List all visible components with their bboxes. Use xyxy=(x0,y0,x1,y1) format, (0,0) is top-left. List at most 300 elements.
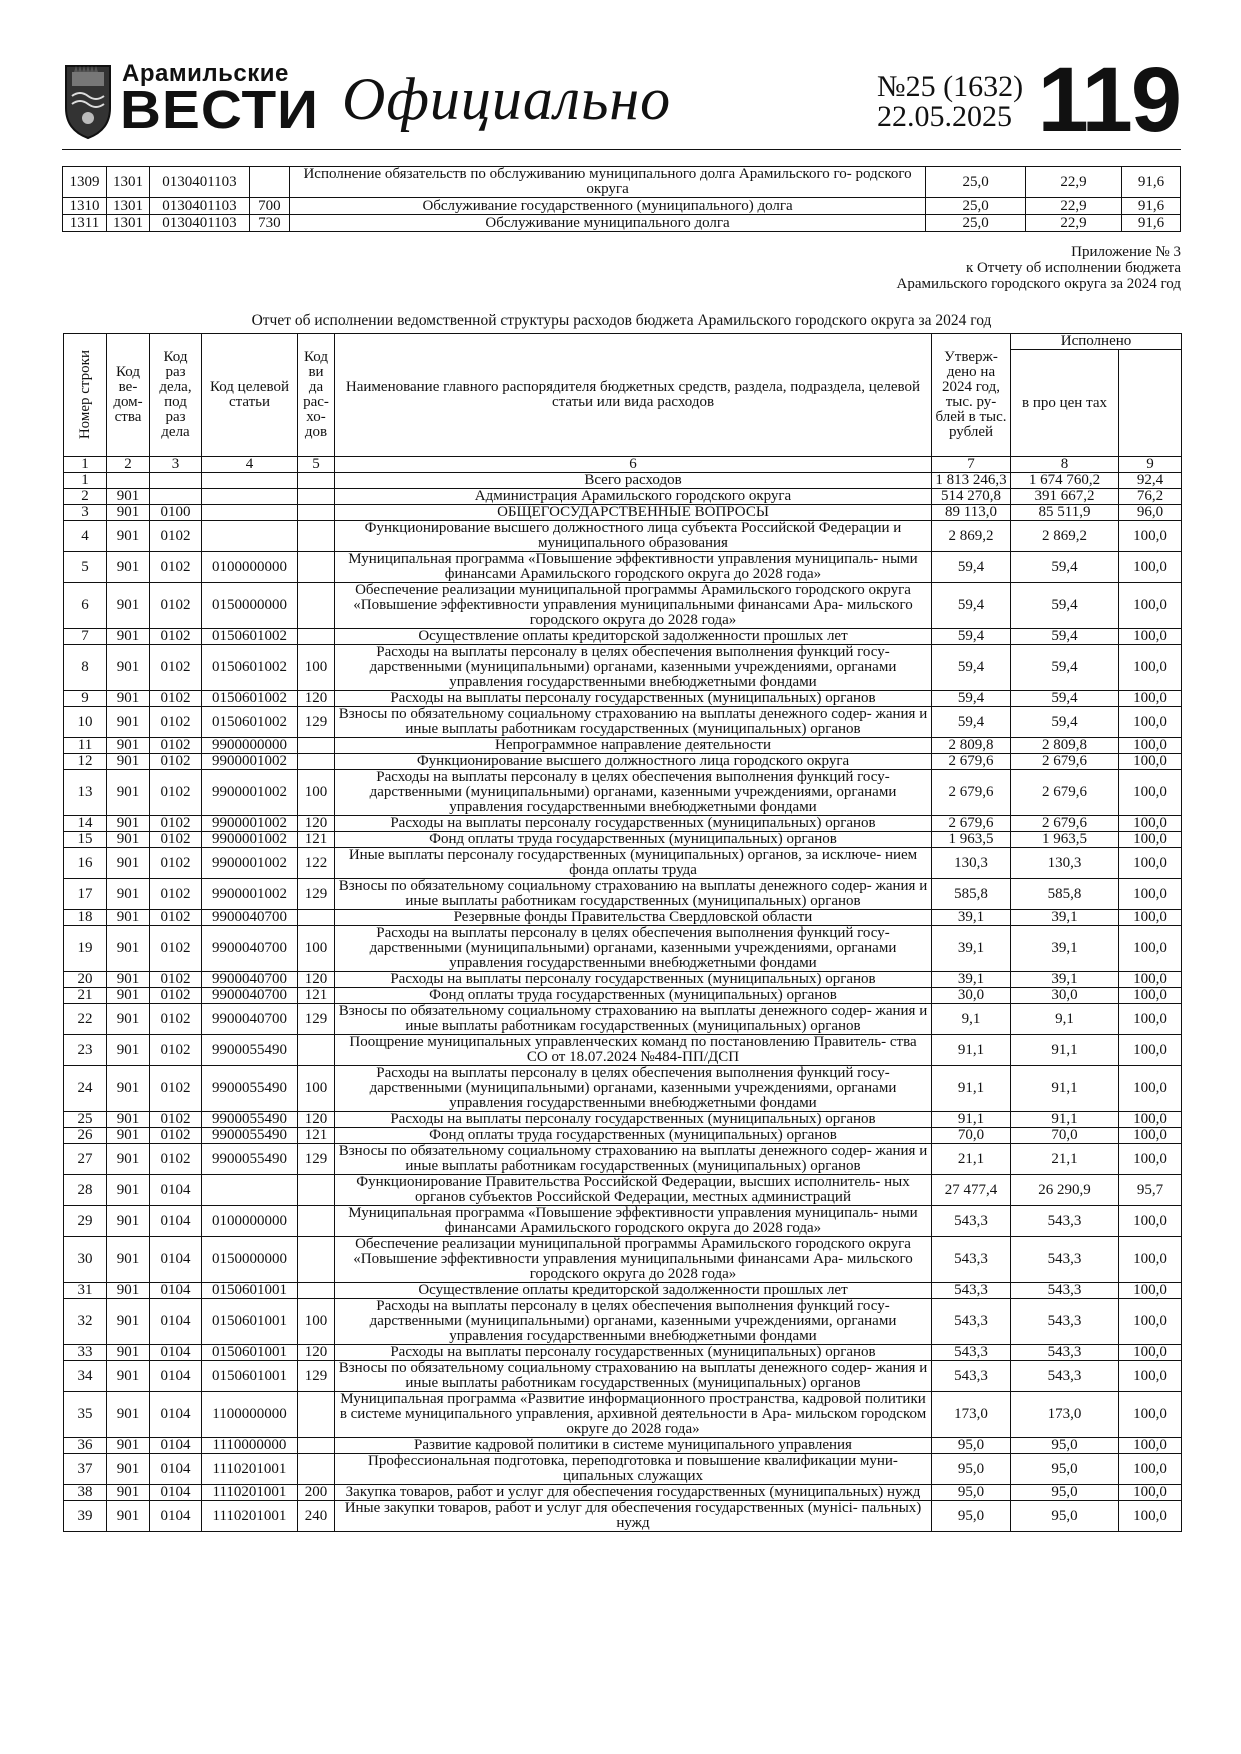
table-cell: 4 xyxy=(64,521,107,552)
table-cell: Обеспечение реализации муниципальной программы Арамильского городского округа «Повышение эффективности управления муниципальными финансами Ара- мильского городского округа до 2028 года» xyxy=(335,583,932,629)
table-cell xyxy=(298,489,335,505)
table-cell: 25,0 xyxy=(926,215,1026,232)
logo-top-text: Арамильские xyxy=(122,60,289,87)
table-cell: 0104 xyxy=(150,1345,202,1361)
table-row xyxy=(64,910,1182,926)
table-cell: 0104 xyxy=(150,1237,202,1283)
table-cell xyxy=(298,1438,335,1454)
table-row xyxy=(64,972,1182,988)
table-cell: 173,0 xyxy=(932,1392,1011,1438)
table-cell: 100,0 xyxy=(1119,816,1182,832)
table-cell: 25,0 xyxy=(926,198,1026,215)
table-cell: 2 809,8 xyxy=(1011,738,1119,754)
table-cell: 22,9 xyxy=(1026,198,1122,215)
table-cell: Функционирование высшего должностного лица городского округа xyxy=(335,754,932,770)
table-cell: 0130401103 xyxy=(149,215,249,232)
table-cell: 0102 xyxy=(150,879,202,910)
table-cell: 0104 xyxy=(150,1206,202,1237)
table-cell: 100,0 xyxy=(1119,1206,1182,1237)
table-cell: 0102 xyxy=(150,1128,202,1144)
table-cell: 543,3 xyxy=(1011,1299,1119,1345)
table-cell: 91,1 xyxy=(932,1112,1011,1128)
table-cell: 100 xyxy=(298,645,335,691)
table-cell: 0102 xyxy=(150,770,202,816)
table-cell: 173,0 xyxy=(1011,1392,1119,1438)
table-row xyxy=(64,505,1182,521)
table-cell: 1 813 246,3 xyxy=(932,473,1011,489)
table-cell: 901 xyxy=(107,754,150,770)
column-number: 8 xyxy=(1011,457,1119,473)
table-cell: 100,0 xyxy=(1119,1237,1182,1283)
table-cell: 0150000000 xyxy=(202,1237,298,1283)
table-row xyxy=(64,738,1182,754)
table-cell: 25,0 xyxy=(926,167,1026,198)
table-cell xyxy=(202,473,298,489)
header-percent: в про цен тах xyxy=(1011,350,1119,457)
table-cell: Фонд оплаты труда государственных (муниципальных) органов xyxy=(335,832,932,848)
table-cell: Фонд оплаты труда государственных (муниципальных) органов xyxy=(335,1128,932,1144)
table-cell xyxy=(298,1237,335,1283)
table-cell xyxy=(298,473,335,489)
table-cell: 59,4 xyxy=(932,645,1011,691)
table-cell: 514 270,8 xyxy=(932,489,1011,505)
table-row xyxy=(64,770,1182,816)
table-cell: 543,3 xyxy=(1011,1361,1119,1392)
table-cell: 9900055490 xyxy=(202,1035,298,1066)
table-cell: 1309 xyxy=(63,167,107,198)
table-cell: 0150601001 xyxy=(202,1299,298,1345)
table-cell: 91,6 xyxy=(1121,198,1180,215)
table-cell: Взносы по обязательному социальному страхованию на выплаты денежного содер- жания и иные выплаты работникам государственных (муниципальных) органов xyxy=(335,1144,932,1175)
table-cell: 585,8 xyxy=(1011,879,1119,910)
table-cell: 100,0 xyxy=(1119,1345,1182,1361)
table-cell: 100 xyxy=(298,1066,335,1112)
table-cell: 901 xyxy=(107,1004,150,1035)
table-cell: 0102 xyxy=(150,629,202,645)
table-cell: 122 xyxy=(298,848,335,879)
table-cell: 120 xyxy=(298,1112,335,1128)
table-cell: 100 xyxy=(298,1299,335,1345)
table-cell: 100,0 xyxy=(1119,1438,1182,1454)
table-cell: 100,0 xyxy=(1119,552,1182,583)
table-cell: 0150601002 xyxy=(202,645,298,691)
table-cell xyxy=(298,1454,335,1485)
table-cell: 28 xyxy=(64,1175,107,1206)
table-row xyxy=(64,1112,1182,1128)
table-row xyxy=(64,1237,1182,1283)
table-cell: Поощрение муниципальных управленческих команд по постановлению Правитель- ства СО от 18.07.2024 №484-ПП/ДСП xyxy=(335,1035,932,1066)
table-cell: 9900040700 xyxy=(202,972,298,988)
table-cell: 0102 xyxy=(150,1066,202,1112)
table-cell: 100,0 xyxy=(1119,1485,1182,1501)
table-cell: 0102 xyxy=(150,521,202,552)
table-cell: 39,1 xyxy=(932,926,1011,972)
table-cell: Иные выплаты персоналу государственных (муниципальных) органов, за исключе- нием фонда оплаты труда xyxy=(335,848,932,879)
table-cell: 59,4 xyxy=(932,629,1011,645)
table-cell: Муниципальная программа «Повышение эффективности управления муниципаль- ными финансами Арамильского городского округа до 2028 года» xyxy=(335,1206,932,1237)
table-cell: Муниципальная программа «Развитие информационного пространства, кадровой политики в системе муниципального управления, архивной деятельности в Ара- мильском городском округе до 2028 года» xyxy=(335,1392,932,1438)
header-row xyxy=(64,334,1182,350)
table-cell: Расходы на выплаты персоналу в целях обеспечения выполнения функций госу- дарственными (муниципальными) органами, казенными учреждениями, органами управления государственными внебюджетными фондами xyxy=(335,645,932,691)
table-cell: 9900055490 xyxy=(202,1066,298,1112)
table-cell xyxy=(249,167,289,198)
table-cell: 901 xyxy=(107,629,150,645)
table-cell: 59,4 xyxy=(1011,552,1119,583)
table-cell: 30,0 xyxy=(932,988,1011,1004)
table-cell: 9900055490 xyxy=(202,1112,298,1128)
table-row xyxy=(64,1345,1182,1361)
table-row xyxy=(63,198,1181,215)
table-cell: 1 674 760,2 xyxy=(1011,473,1119,489)
table-cell: Расходы на выплаты персоналу государственных (муниципальных) органов xyxy=(335,1345,932,1361)
table-cell: 0102 xyxy=(150,848,202,879)
table-cell xyxy=(202,1175,298,1206)
table-cell xyxy=(298,1175,335,1206)
table-cell: 0102 xyxy=(150,1112,202,1128)
table-cell: 901 xyxy=(107,972,150,988)
table-cell: Взносы по обязательному социальному страхованию на выплаты денежного содер- жания и иные выплаты работникам государственных (муниципальных) органов xyxy=(335,1361,932,1392)
table-cell: 3 xyxy=(64,505,107,521)
column-number: 1 xyxy=(64,457,107,473)
table-row xyxy=(64,1144,1182,1175)
table-cell: 100,0 xyxy=(1119,1004,1182,1035)
table-row xyxy=(64,1501,1182,1532)
table-cell xyxy=(298,1283,335,1299)
table-cell: 0104 xyxy=(150,1392,202,1438)
table-cell: 543,3 xyxy=(932,1283,1011,1299)
table-cell: 11 xyxy=(64,738,107,754)
table-cell: 39,1 xyxy=(1011,926,1119,972)
table-cell: Расходы на выплаты персоналу в целях обеспечения выполнения функций госу- дарственными (муниципальными) органами, казенными учреждениями, органами управления государственными внебюджетными фондами xyxy=(335,1299,932,1345)
table-cell: 0102 xyxy=(150,832,202,848)
table-cell: Расходы на выплаты персоналу государственных (муниципальных) органов xyxy=(335,972,932,988)
table-cell: 901 xyxy=(107,707,150,738)
table-cell: 0102 xyxy=(150,754,202,770)
table-cell: 100,0 xyxy=(1119,910,1182,926)
table-cell: 7 xyxy=(64,629,107,645)
table-row xyxy=(64,1283,1182,1299)
table-cell: 16 xyxy=(64,848,107,879)
table-cell: 0104 xyxy=(150,1299,202,1345)
table-cell: 543,3 xyxy=(932,1361,1011,1392)
table-cell: 0100 xyxy=(150,505,202,521)
table-cell: 0102 xyxy=(150,707,202,738)
table-cell xyxy=(202,521,298,552)
table-cell: 0104 xyxy=(150,1438,202,1454)
table-cell: 901 xyxy=(107,505,150,521)
table-cell: 8 xyxy=(64,645,107,691)
table-cell: 59,4 xyxy=(932,707,1011,738)
table-cell: 2 809,8 xyxy=(932,738,1011,754)
table-cell: 100,0 xyxy=(1119,521,1182,552)
table-cell: 0150601001 xyxy=(202,1345,298,1361)
table-cell: 100,0 xyxy=(1119,1128,1182,1144)
table-cell: 59,4 xyxy=(932,691,1011,707)
table-cell: 901 xyxy=(107,645,150,691)
table-cell: 1311 xyxy=(63,215,107,232)
table-cell: 0102 xyxy=(150,552,202,583)
table-cell: 0130401103 xyxy=(149,167,249,198)
table-cell: 91,1 xyxy=(1011,1035,1119,1066)
table-cell: 121 xyxy=(298,832,335,848)
table-cell: 36 xyxy=(64,1438,107,1454)
table-cell: 0104 xyxy=(150,1361,202,1392)
table-cell: 0104 xyxy=(150,1454,202,1485)
table-cell: 901 xyxy=(107,926,150,972)
table-cell: 0150601001 xyxy=(202,1283,298,1299)
table-cell: 100,0 xyxy=(1119,583,1182,629)
header-approved: Утверж- дено на 2024 год, тыс. ру- блей в тыс. рублей xyxy=(932,334,1011,457)
table-cell: 76,2 xyxy=(1119,489,1182,505)
table-cell: 6 xyxy=(64,583,107,629)
table-cell: Взносы по обязательному социальному страхованию на выплаты денежного содер- жания и иные выплаты работникам государственных (муниципальных) органов xyxy=(335,1004,932,1035)
table-cell: 901 xyxy=(107,910,150,926)
table-cell: 21,1 xyxy=(1011,1144,1119,1175)
table-cell: 85 511,9 xyxy=(1011,505,1119,521)
table-cell: 129 xyxy=(298,1144,335,1175)
table-cell: 14 xyxy=(64,816,107,832)
column-number-row xyxy=(64,457,1182,473)
table-cell: Всего расходов xyxy=(335,473,932,489)
table-cell: 9900040700 xyxy=(202,910,298,926)
table-cell: 100,0 xyxy=(1119,1501,1182,1532)
appendix-line: Приложение № 3 xyxy=(1071,244,1181,260)
table-cell: 543,3 xyxy=(1011,1206,1119,1237)
table-cell: 9900055490 xyxy=(202,1144,298,1175)
table-cell: 901 xyxy=(107,1454,150,1485)
table-cell: 0150601002 xyxy=(202,629,298,645)
table-cell: 901 xyxy=(107,1066,150,1112)
table-row xyxy=(64,754,1182,770)
table-cell: Резервные фонды Правительства Свердловской области xyxy=(335,910,932,926)
table-cell: 100,0 xyxy=(1119,926,1182,972)
table-cell: 901 xyxy=(107,583,150,629)
expenditure-table xyxy=(63,333,1182,1532)
issue-number: №25 (1632) xyxy=(877,70,1024,103)
table-cell: 27 477,4 xyxy=(932,1175,1011,1206)
table-cell: Обслуживание государственного (муниципального) долга xyxy=(289,198,925,215)
table-cell: 26 290,9 xyxy=(1011,1175,1119,1206)
table-cell: 0150601002 xyxy=(202,691,298,707)
table-cell: Исполнение обязательств по обслуживанию муниципального долга Арамильского го- родского округа xyxy=(289,167,925,198)
table-cell xyxy=(298,1035,335,1066)
table-cell: 901 xyxy=(107,1299,150,1345)
table-cell: 100,0 xyxy=(1119,1454,1182,1485)
header-executed: Исполнено xyxy=(1011,334,1182,350)
table-cell: 129 xyxy=(298,1004,335,1035)
header-exp-type: Код ви да рас- хо- дов xyxy=(298,334,335,457)
table-cell: 10 xyxy=(64,707,107,738)
table-cell xyxy=(150,489,202,505)
table-row xyxy=(64,816,1182,832)
table-cell xyxy=(298,1206,335,1237)
table-cell: 130,3 xyxy=(1011,848,1119,879)
table-cell: 120 xyxy=(298,816,335,832)
table-cell: 100,0 xyxy=(1119,691,1182,707)
table-cell: 9900001002 xyxy=(202,832,298,848)
table-cell: 2 869,2 xyxy=(932,521,1011,552)
table-cell: 100,0 xyxy=(1119,972,1182,988)
table-cell: 543,3 xyxy=(932,1299,1011,1345)
table-cell: 0100000000 xyxy=(202,552,298,583)
table-cell: 100,0 xyxy=(1119,1035,1182,1066)
table-cell: 9900055490 xyxy=(202,1128,298,1144)
table-cell: 100 xyxy=(298,926,335,972)
table-cell: 95,0 xyxy=(1011,1438,1119,1454)
table-cell: 730 xyxy=(249,215,289,232)
table-row xyxy=(64,1004,1182,1035)
appendix-line: к Отчету об исполнении бюджета xyxy=(965,260,1181,276)
table-cell: 59,4 xyxy=(932,583,1011,629)
table-cell: 19 xyxy=(64,926,107,972)
table-cell: 91,1 xyxy=(1011,1066,1119,1112)
table-cell: 95,0 xyxy=(1011,1454,1119,1485)
table-cell xyxy=(298,505,335,521)
table-row xyxy=(64,832,1182,848)
table-cell: 59,4 xyxy=(932,552,1011,583)
table-cell: 1310 xyxy=(63,198,107,215)
table-cell: 100,0 xyxy=(1119,629,1182,645)
table-cell: 95,7 xyxy=(1119,1175,1182,1206)
table-cell: 100,0 xyxy=(1119,754,1182,770)
table-cell: 9900001002 xyxy=(202,816,298,832)
table-cell: 0104 xyxy=(150,1485,202,1501)
table-cell: 30 xyxy=(64,1237,107,1283)
table-cell: 130,3 xyxy=(932,848,1011,879)
table-cell: 240 xyxy=(298,1501,335,1532)
table-cell: 5 xyxy=(64,552,107,583)
table-cell: 91,6 xyxy=(1121,167,1180,198)
table-cell: 9900040700 xyxy=(202,1004,298,1035)
table-cell: 901 xyxy=(107,691,150,707)
table-cell: 100,0 xyxy=(1119,848,1182,879)
table-cell: 0102 xyxy=(150,926,202,972)
table-cell: 2 xyxy=(64,489,107,505)
table-cell: 901 xyxy=(107,1175,150,1206)
table-cell: 901 xyxy=(107,1485,150,1501)
table-cell: 0102 xyxy=(150,1004,202,1035)
table-cell: 34 xyxy=(64,1361,107,1392)
table-cell: 120 xyxy=(298,1345,335,1361)
table-cell: 100,0 xyxy=(1119,738,1182,754)
table-row xyxy=(64,473,1182,489)
table-row xyxy=(64,629,1182,645)
table-cell: 33 xyxy=(64,1345,107,1361)
table-cell: 32 xyxy=(64,1299,107,1345)
table-row xyxy=(64,489,1182,505)
table-cell: 100,0 xyxy=(1119,832,1182,848)
table-cell: 95,0 xyxy=(1011,1485,1119,1501)
table-row xyxy=(64,926,1182,972)
table-cell: 901 xyxy=(107,1128,150,1144)
table-cell: Муниципальная программа «Повышение эффективности управления муниципаль- ными финансами Арамильского городского округа до 2028 года» xyxy=(335,552,932,583)
table-cell: 700 xyxy=(249,198,289,215)
table-cell: Функционирование Правительства Российской Федерации, высших исполнитель- ных органов субъектов Российской Федерации, местных администраций xyxy=(335,1175,932,1206)
header-empty xyxy=(1119,350,1182,457)
table-cell: 0102 xyxy=(150,1035,202,1066)
table-cell: 100,0 xyxy=(1119,1361,1182,1392)
table-cell: Взносы по обязательному социальному страхованию на выплаты денежного содер- жания и иные выплаты работникам государственных (муниципальных) органов xyxy=(335,879,932,910)
header-name: Наименование главного распорядителя бюджетных средств, раздела, подраздела, целевой статьи или вида расходов xyxy=(335,334,932,457)
table-cell: 2 679,6 xyxy=(1011,770,1119,816)
issue-date: 22.05.2025 xyxy=(877,100,1012,133)
table-cell xyxy=(298,629,335,645)
section-title: Официально xyxy=(342,66,672,132)
table-cell: 1 963,5 xyxy=(1011,832,1119,848)
table-cell: 543,3 xyxy=(932,1345,1011,1361)
table-cell: 22,9 xyxy=(1026,215,1122,232)
table-cell: 59,4 xyxy=(1011,707,1119,738)
table-cell: 9900001002 xyxy=(202,848,298,879)
table-row xyxy=(64,1206,1182,1237)
table-cell: 100,0 xyxy=(1119,879,1182,910)
table-cell: 25 xyxy=(64,1112,107,1128)
table-cell: 27 xyxy=(64,1144,107,1175)
table-cell xyxy=(150,473,202,489)
table-cell: 1301 xyxy=(106,198,149,215)
table-cell: 100,0 xyxy=(1119,707,1182,738)
table-cell: 92,4 xyxy=(1119,473,1182,489)
table-cell: 0102 xyxy=(150,691,202,707)
table-cell: 21 xyxy=(64,988,107,1004)
table-cell: 37 xyxy=(64,1454,107,1485)
logo-main-text: ВЕСТИ xyxy=(120,80,319,140)
table-cell: 15 xyxy=(64,832,107,848)
table-cell: 901 xyxy=(107,1438,150,1454)
table-cell: 0100000000 xyxy=(202,1206,298,1237)
table-cell: 1110201001 xyxy=(202,1485,298,1501)
table-cell: 0102 xyxy=(150,738,202,754)
table-cell: Взносы по обязательному социальному страхованию на выплаты денежного содер- жания и иные выплаты работникам государственных (муниципальных) органов xyxy=(335,707,932,738)
table-cell: 100,0 xyxy=(1119,1392,1182,1438)
table-cell: Профессиональная подготовка, переподготовка и повышение квалификации муни- ципальных служащих xyxy=(335,1454,932,1485)
table-cell: 901 xyxy=(107,1206,150,1237)
table-cell: Обеспечение реализации муниципальной программы Арамильского городского округа «Повышение эффективности управления муниципальными финансами Ара- мильского городского округа до 2028 года» xyxy=(335,1237,932,1283)
table-cell: 129 xyxy=(298,707,335,738)
table-cell: 901 xyxy=(107,832,150,848)
table-cell: 59,4 xyxy=(1011,629,1119,645)
table-cell: 0102 xyxy=(150,816,202,832)
table-cell: 2 679,6 xyxy=(932,816,1011,832)
table-cell: 120 xyxy=(298,972,335,988)
table-row xyxy=(64,1299,1182,1345)
table-cell: 901 xyxy=(107,1501,150,1532)
table-row xyxy=(64,1128,1182,1144)
table-cell: 18 xyxy=(64,910,107,926)
table-cell: 96,0 xyxy=(1119,505,1182,521)
table-cell: 13 xyxy=(64,770,107,816)
table-cell: 901 xyxy=(107,1345,150,1361)
table-cell xyxy=(298,910,335,926)
table-cell: Расходы на выплаты персоналу в целях обеспечения выполнения функций госу- дарственными (муниципальными) органами, казенными учреждениями, органами управления государственными внебюджетными фондами xyxy=(335,1066,932,1112)
table-row xyxy=(64,1454,1182,1485)
table-cell xyxy=(202,505,298,521)
table-cell: 200 xyxy=(298,1485,335,1501)
table-row xyxy=(64,1485,1182,1501)
table-cell: 901 xyxy=(107,489,150,505)
column-number: 3 xyxy=(150,457,202,473)
table-row xyxy=(64,691,1182,707)
table-cell: 95,0 xyxy=(932,1485,1011,1501)
continued-table xyxy=(62,166,1181,232)
table-row xyxy=(64,645,1182,691)
table-cell: 100 xyxy=(298,770,335,816)
table-row xyxy=(64,1175,1182,1206)
table-cell: 0130401103 xyxy=(149,198,249,215)
table-cell: 0102 xyxy=(150,910,202,926)
table-cell: 9900001002 xyxy=(202,754,298,770)
table-cell: 543,3 xyxy=(932,1206,1011,1237)
